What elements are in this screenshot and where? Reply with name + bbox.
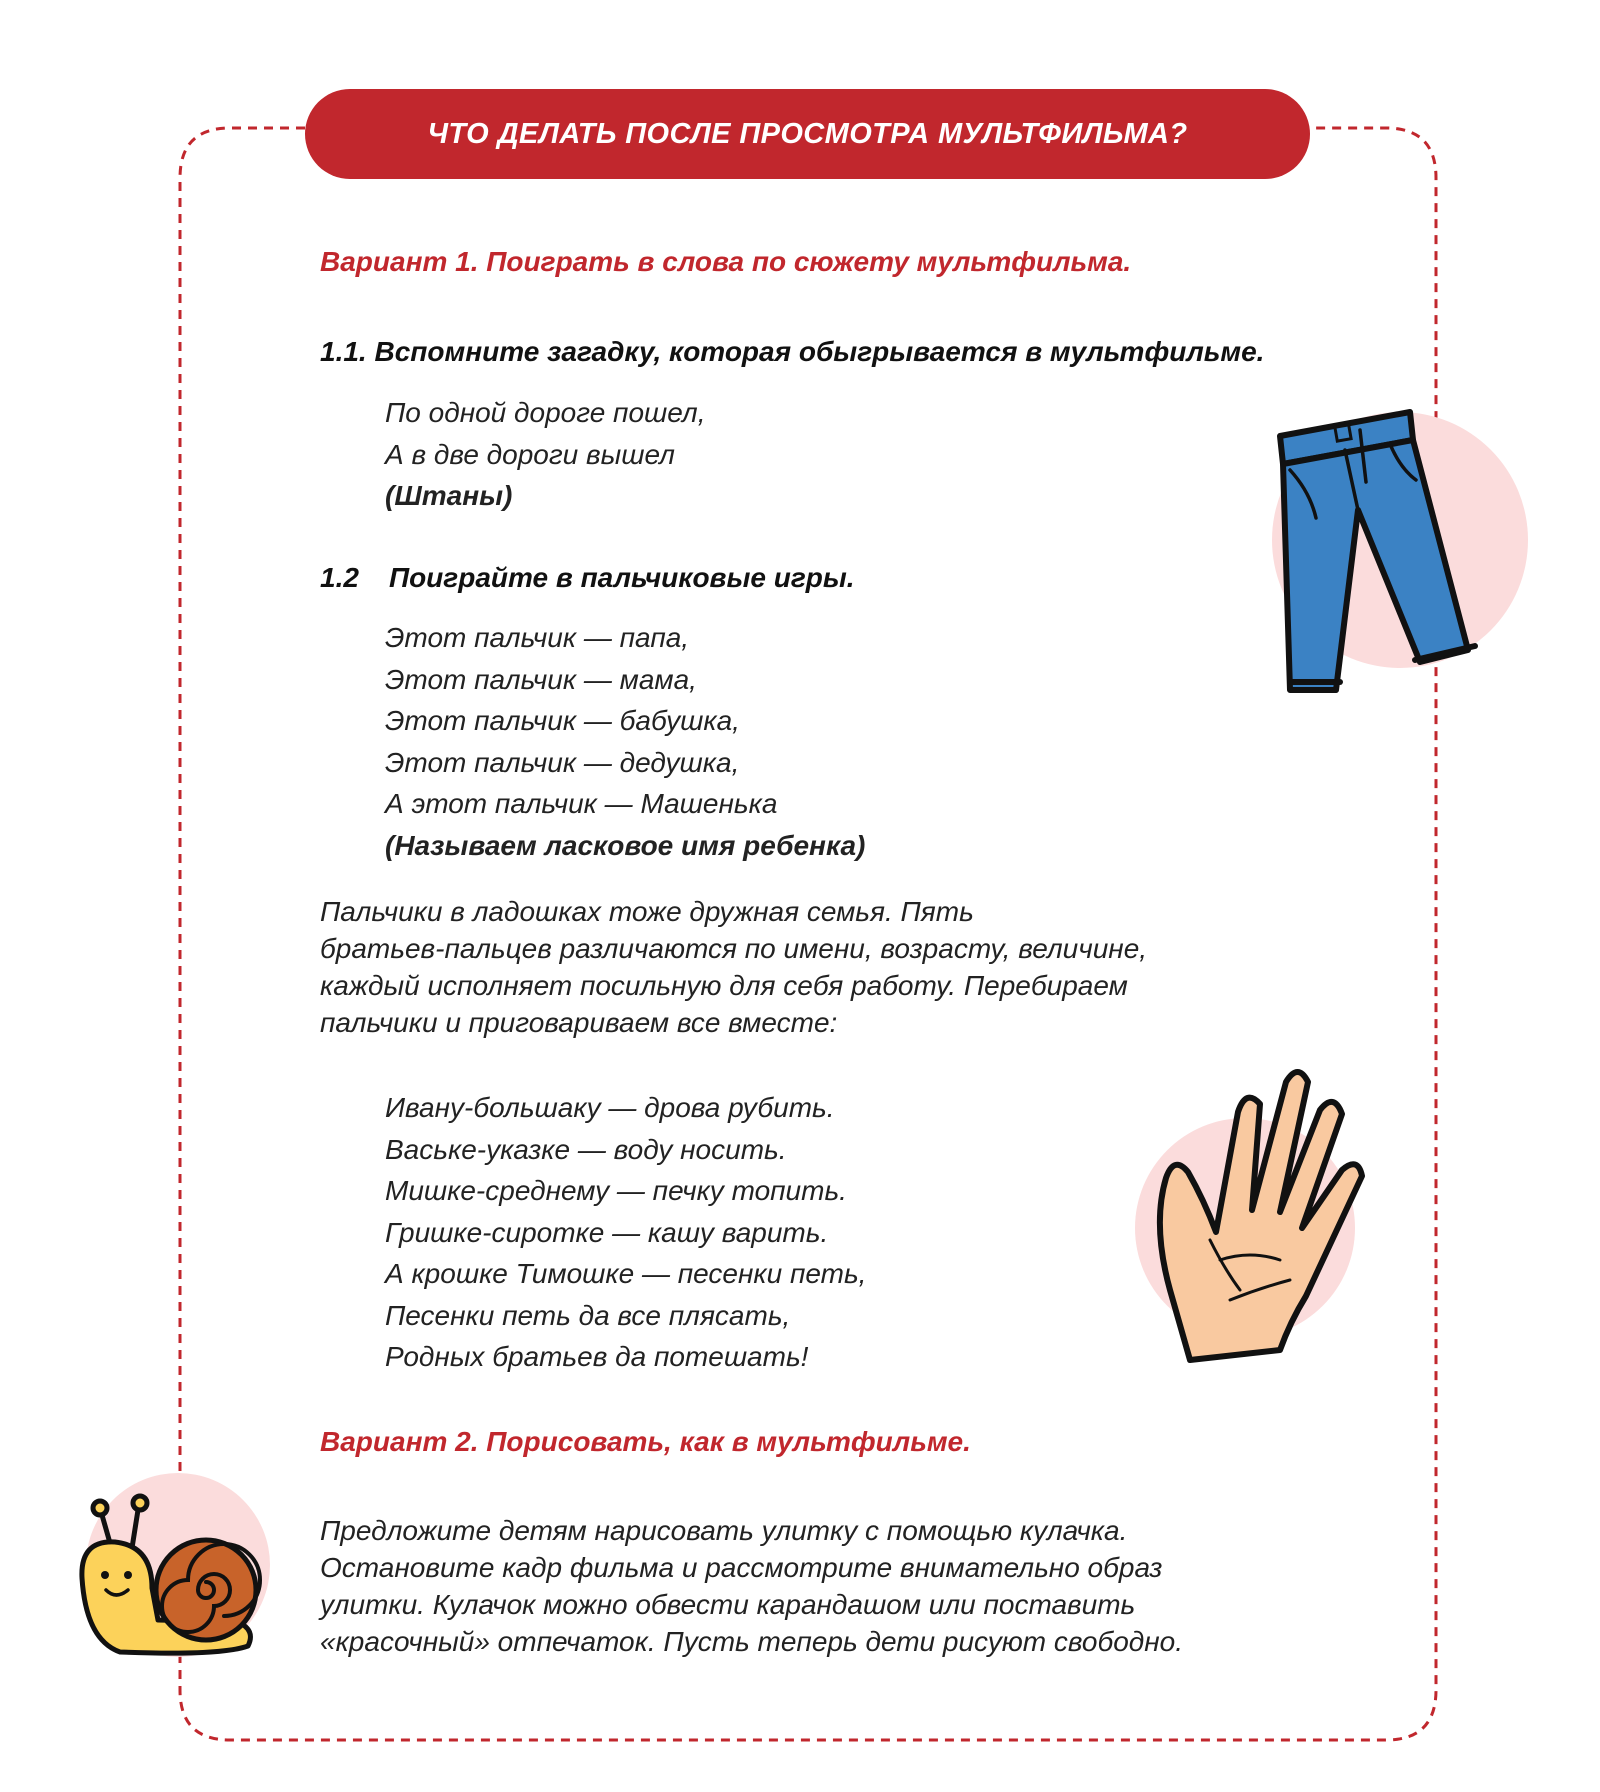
riddle bbox=[385, 392, 706, 517]
finger-paragraph bbox=[320, 893, 1147, 1041]
rhyme-line: А этот пальчик — Машенька bbox=[385, 788, 778, 819]
section-1-2-heading bbox=[320, 562, 855, 594]
page-title: ЧТО ДЕЛАТЬ ПОСЛЕ ПРОСМОТРА МУЛЬТФИЛЬМА? bbox=[427, 117, 1188, 150]
section-1-2-title: Поиграйте в пальчиковые игры. bbox=[388, 562, 855, 593]
hand-illustration bbox=[1130, 1060, 1420, 1370]
poem-line: Мишке-среднему — печку топить. bbox=[385, 1175, 847, 1206]
riddle-answer: (Штаны) bbox=[385, 480, 513, 511]
paragraph-line: пальчики и приговариваем все вместе: bbox=[320, 1007, 838, 1038]
variant2-paragraph bbox=[320, 1512, 1183, 1660]
poem-line: А крошке Тимошке — песенки петь, bbox=[385, 1258, 867, 1289]
variant1-heading: Вариант 1. Поиграть в слова по сюжету мультфильма. bbox=[320, 246, 1132, 277]
paragraph-line: братьев-пальцев различаются по имени, возрасту, величине, bbox=[320, 933, 1148, 964]
brothers-poem bbox=[385, 1087, 866, 1378]
header-banner bbox=[305, 89, 1310, 179]
rhyme-note: (Называем ласковое имя ребенка) bbox=[385, 829, 866, 861]
snail-illustration bbox=[60, 1470, 280, 1670]
poem-line: Песенки петь да все плясать, bbox=[385, 1299, 791, 1331]
poem-line: Ваське-указке — воду носить. bbox=[385, 1133, 787, 1165]
rhyme-line: Этот пальчик — папа, bbox=[385, 622, 690, 653]
paragraph-line: каждый исполняет посильную для себя работу. Перебираем bbox=[320, 970, 1128, 1001]
paragraph-line: Предложите детям нарисовать улитку с помощью кулачка. bbox=[320, 1515, 1128, 1546]
paragraph-line: «красочный» отпечаток. Пусть теперь дети рисуют свободно. bbox=[320, 1626, 1184, 1657]
poem-line: Родных братьев да потешать! bbox=[385, 1341, 809, 1372]
section-1-1-heading: 1.1. Вспомните загадку, которая обыгрывается в мультфильме. bbox=[320, 336, 1265, 367]
paragraph-line: Остановите кадр фильма и рассмотрите внимательно образ bbox=[320, 1552, 1163, 1583]
rhyme-line: Этот пальчик — бабушка, bbox=[385, 705, 740, 736]
rhyme-line: Этот пальчик — дедушка, bbox=[385, 746, 740, 778]
riddle-line: По одной дороге пошел, bbox=[385, 397, 706, 428]
poem-line: Ивану-большаку — дрова рубить. bbox=[385, 1092, 835, 1123]
rhyme-line: Этот пальчик — мама, bbox=[385, 663, 697, 695]
variant2-heading: Вариант 2. Порисовать, как в мультфильме. bbox=[320, 1426, 971, 1457]
finger-rhyme bbox=[385, 617, 865, 866]
paragraph-line: улитки. Кулачок можно обвести карандашом или поставить bbox=[320, 1589, 1136, 1620]
pants-illustration bbox=[1250, 400, 1530, 700]
riddle-line: А в две дороги вышел bbox=[385, 438, 675, 470]
section-1-2-number: 1.2 bbox=[320, 562, 359, 593]
poem-line: Гришке-сиротке — кашу варить. bbox=[385, 1216, 829, 1248]
paragraph-line: Пальчики в ладошках тоже дружная семья. Пять bbox=[320, 896, 974, 927]
